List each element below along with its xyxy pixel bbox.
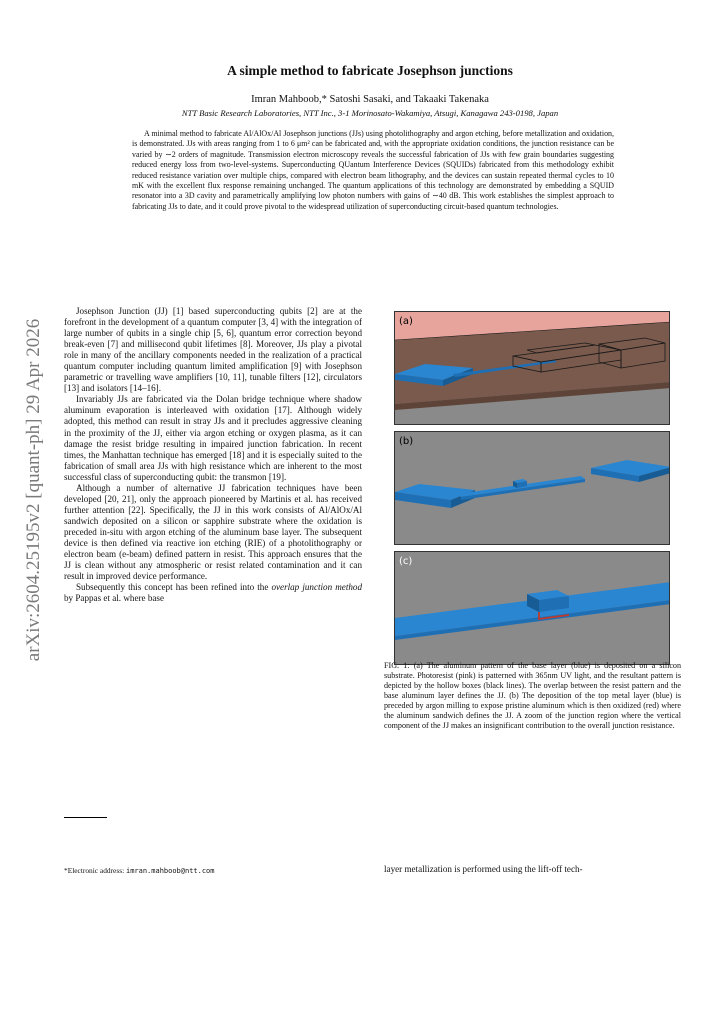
- arxiv-identifier: arXiv:2604.25195v2 [quant-ph] 29 Apr 2026: [23, 318, 44, 662]
- body-paragraph-1: Josephson Junction (JJ) [1] based superconducting qubits [2] are at the forefront in the development of a quantum computer [3, 4] with the integration of large number of qubits in a single chip [5, 6], quantum error correction beyond break-even [7] and millisecond qubit lifetimes [8]. Moreover, JJs play a pivotal role in many of the ancillary components needed in the realization of a practical quantum computer including quantum limited amplification [9] with Josephson parametric or travelling wave amplifiers [10, 11], tunable filters [12], circulators [13] and isolators [14–16].: [64, 306, 362, 394]
- panel-a-label: (a): [399, 316, 413, 327]
- footnote-divider: [64, 817, 107, 818]
- body-paragraph-4: Subsequently this concept has been refined into the overlap junction method by Pappas et al. where base: [64, 582, 362, 604]
- author-email-link[interactable]: imran.mahboob@ntt.com: [125, 867, 215, 875]
- panel-c-label: (c): [399, 556, 413, 567]
- panel-a-illustration: [395, 312, 670, 425]
- panel-c-illustration: [395, 552, 670, 665]
- body-paragraph-3: Although a number of alternative JJ fabrication techniques have been developed [20, 21], only the approach pioneered by Martinis et al. has received further attention [22]. Specifically, the JJ in this work consists of Al/AlOx/Al sandwich deposited on a silicon or sapphire substrate where the oxidation is preceded in-situ with argon etching of the aluminum base layer. The subsequent device is then defined via reactive ion etching (RIE) of a photolithography or electron beam (e-beam) defined pattern in resist. This approach ensures that the JJ is clean without any atmospheric or resist related contamination and it can result in improved device performance.: [64, 482, 362, 582]
- figure-caption: FIG. 1: (a) The aluminum pattern of the base layer (blue) is deposited on a silicon substrate. Photoresist (pink) is patterned with 365nm UV light, and the resultant pattern is depicted by the hollow boxes (black lines). The overlap between the resist pattern and the base aluminum layer defines the JJ. (b) The deposition of the top metal layer (blue) is preceded by argon milling to expose pristine aluminum which is then oxidized (red) where the aluminum sandwich defines the JJ. A zoom of the junction region where the vertical component of the JJ makes an insignificant contribution to the overall junction resistance.: [384, 661, 681, 730]
- panel-b-illustration: [395, 432, 670, 545]
- body-left-column: [64, 306, 362, 604]
- figure-panel-a: [394, 311, 670, 425]
- figure-1: [394, 311, 670, 671]
- figure-panel-b: [394, 431, 670, 545]
- paper-affiliation: NTT Basic Research Laboratories, NTT Inc., 3-1 Morinosato-Wakamiya, Atsugi, Kanagawa 243-0198, Japan: [181, 108, 559, 118]
- panel-b-label: (b): [399, 436, 414, 447]
- figure-panel-c: [394, 551, 670, 665]
- body-paragraph-2: Invariably JJs are fabricated via the Dolan bridge technique where shadow aluminum evaporation is interleaved with oxidation [17]. Although widely adopted, this method can result in stray JJs and it precludes aggressive cleaning in the proximity of the JJ, either via argon etching or oxygen plasma, as it can damage the resist bridge resulting in impaired junction fabrication. In recent times, the Manhattan technique has emerged [18] and it is especially suited to the fabrication of small area JJs with high resistance which are inherent to the most successful class of superconducting qubit: the transmon [19].: [64, 394, 362, 482]
- body-right-column-continuation: layer metallization is performed using the lift-off tech-: [384, 864, 583, 874]
- footnote: *Electronic address: imran.mahboob@ntt.com: [64, 866, 215, 875]
- abstract: A minimal method to fabricate Al/AlOx/Al Josephson junctions (JJs) using photolithography and argon etching, before metallization and oxidation, is demonstrated. JJs with areas ranging from 1 to 6 μm² can be fabricated and, with the appropriate oxidation conditions, the junction resistance can be varied by ∼2 orders of magnitude. Transmission electron microscopy reveals the successful fabrication of JJs with few grain boundaries suggesting reduced energy loss from two-level-systems. Superconducting QUantum Interference Devices (SQUIDs) fabricated from this methodology exhibit reduced resistance variation over multiple chips, compared with electron beam lithography, and the devices can sustain repeated thermal cycles to 10 mK with the excellent flux response remaining unchanged. The quantum applications of this technology are demonstrated by embedding a SQUID resonator into a 3D cavity and parametrically amplifying low photon numbers with gains of ∼40 dB. This work establishes the simplest approach to fabricating JJs to date, and it could prove pivotal to the widespread utilization of superconducting circuit-based quantum technologies.: [132, 129, 614, 211]
- paper-authors: Imran Mahboob,* Satoshi Sasaki, and Takaaki Takenaka: [251, 94, 489, 105]
- paper-title: A simple method to fabricate Josephson junctions: [227, 63, 513, 78]
